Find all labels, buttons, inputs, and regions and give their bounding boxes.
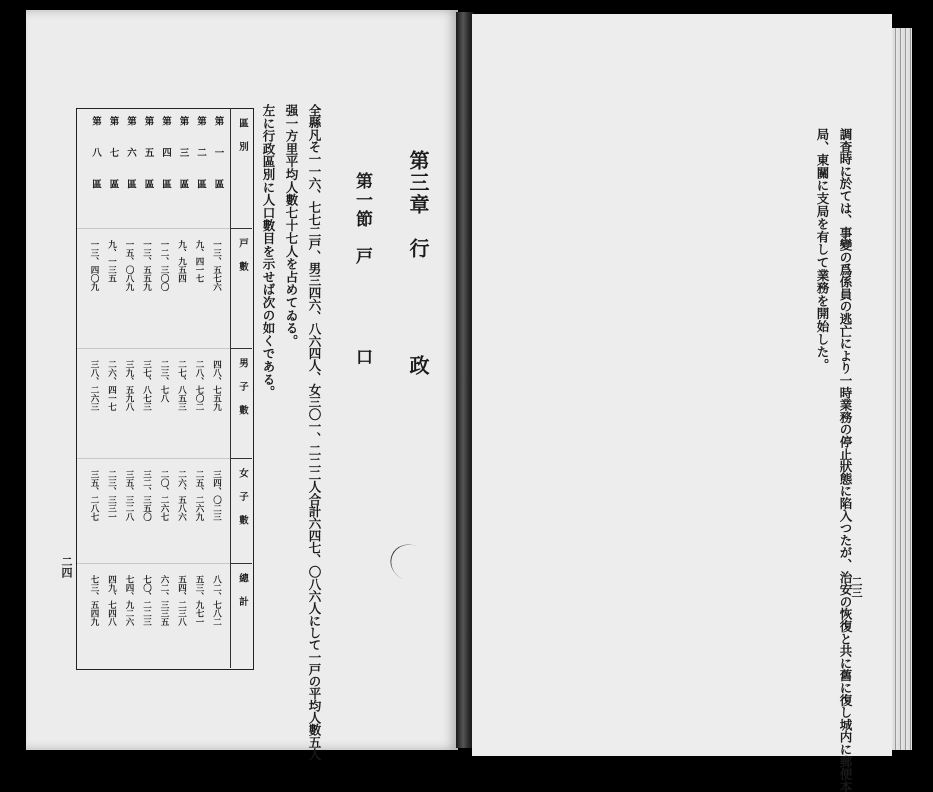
table-cell-female: 三二、三五〇 — [141, 470, 152, 521]
band-divider — [230, 563, 252, 564]
table-header-female: 女子數 — [237, 468, 248, 539]
table-header-male: 男子數 — [237, 358, 248, 429]
table-cell-male: 三八、二六三 — [89, 360, 99, 411]
right-page — [472, 14, 892, 756]
table-cell-total: 七三、五四九 — [89, 575, 99, 626]
table-cell-female: 三五、三二八 — [124, 470, 134, 521]
table-cell-households: 九、九五四 — [176, 240, 187, 283]
table-header-district: 區別 — [237, 118, 248, 165]
band-divider-body — [76, 348, 230, 349]
chapter-title-part: 行 — [406, 238, 430, 260]
band-divider — [230, 458, 252, 459]
table-cell-households: 一五、〇八九 — [124, 240, 134, 291]
table-cell-female: 三五、二八七 — [89, 470, 99, 521]
table-cell-district: 第一區 — [212, 116, 224, 211]
table-header-households: 戸數 — [237, 238, 248, 285]
table-cell-district: 第三區 — [177, 116, 189, 211]
table-cell-male: 二三、七八 — [159, 360, 169, 403]
table-cell-female: 二五、二六九 — [194, 470, 204, 521]
table-cell-female: 二六、五八六 — [176, 470, 187, 521]
band-divider-body — [76, 563, 230, 564]
table-cell-households: 一三、五五九 — [141, 240, 152, 291]
table-cell-total: 八二、七八二 — [211, 575, 222, 626]
table-cell-male: 三九、五九八 — [124, 360, 134, 411]
table-cell-district: 第六區 — [125, 116, 136, 211]
table-cell-district: 第七區 — [107, 116, 119, 211]
band-divider-body — [76, 228, 230, 229]
table-cell-district: 第二區 — [195, 116, 206, 211]
table-cell-female: 二〇、二六七 — [159, 470, 169, 521]
band-divider-body — [76, 458, 230, 459]
section-number: 第一節 — [352, 172, 372, 229]
table-cell-male: 二六、四一七 — [106, 360, 117, 411]
chapter-number: 第三章 — [406, 150, 430, 216]
table-cell-total: 七〇、二二三 — [141, 575, 152, 626]
table-cell-male: 二八、七〇二 — [194, 360, 204, 411]
right-body-line-1: 調査時に於ては、事變の爲係員の逃亡により一時業務の停止狀態に陷入つたが、治安の恢復と共に舊に復し城内に郵便本 — [838, 128, 853, 792]
section-title-part: 戸 — [352, 247, 372, 266]
header-divider — [230, 108, 231, 668]
band-divider — [230, 228, 252, 229]
chapter-title-end: 政 — [406, 355, 430, 375]
page-number-right: 二三 — [850, 576, 863, 598]
chapter-title — [404, 150, 433, 260]
table-cell-male: 三七、八七三 — [141, 360, 152, 411]
table-cell-households: 一三、五七六 — [211, 240, 222, 291]
table-cell-households: 一二、三〇〇 — [159, 240, 169, 291]
table-cell-district: 第八區 — [90, 116, 101, 211]
table-cell-total: 五四、二三八 — [176, 575, 187, 626]
table-cell-total: 五三、九七一 — [194, 575, 204, 626]
body-line-1: 全縣凡そ一一六、七七二戸、男三四六、八六四人、女三〇一、二二二人合計六四七、〇八六人にして一戸の平均人數五人 — [307, 104, 322, 761]
section-title-end: 口 — [352, 348, 372, 365]
table-cell-female: 三四、〇二三 — [211, 470, 222, 521]
body-line-2: 强一方里平均人數七十七人を占めてゐる。 — [284, 104, 299, 348]
right-body-line-2: 局、東關に支局を有して業務を開始した。 — [815, 128, 830, 372]
table-cell-households: 九、一三五 — [106, 240, 117, 283]
section-title — [350, 172, 375, 266]
table-cell-households: 一三、四〇九 — [89, 240, 99, 291]
band-divider — [230, 348, 252, 349]
table-cell-households: 九、四一七 — [194, 240, 204, 283]
table-cell-total: 七四、九二六 — [124, 575, 134, 626]
body-line-3: 左に行政區別に人口數目を示せば次の如くである。 — [261, 104, 276, 399]
table-cell-male: 二七、八五三 — [176, 360, 187, 411]
table-cell-district: 第五區 — [142, 116, 154, 211]
table-cell-district: 第四區 — [160, 116, 171, 211]
table-cell-male: 四八、七五九 — [211, 360, 222, 411]
page-number-left: 二四 — [60, 556, 73, 578]
table-header-total: 總計 — [237, 573, 248, 620]
table-cell-total: 四九、七四八 — [106, 575, 117, 626]
table-cell-total: 六二、三三五 — [159, 575, 169, 626]
table-cell-female: 二三、三三一 — [106, 470, 117, 521]
